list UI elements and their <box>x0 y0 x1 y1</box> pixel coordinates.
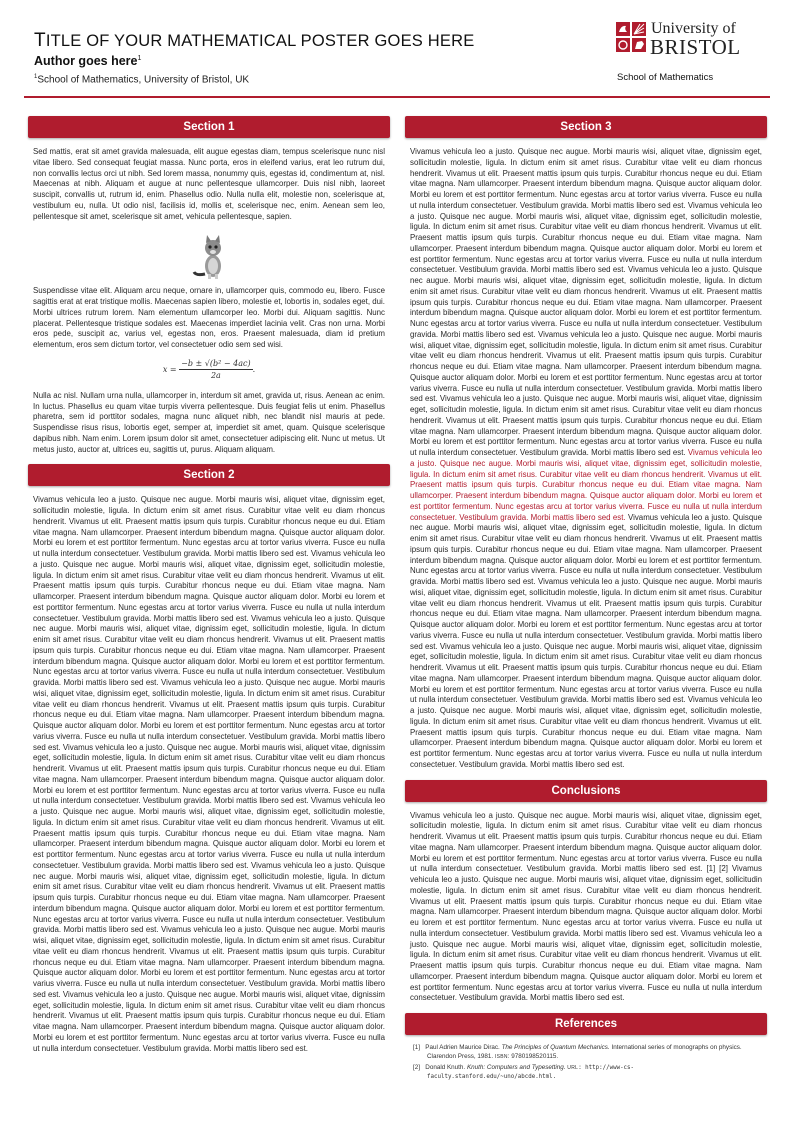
section-2-paragraph-1: Vivamus vehicula leo a justo. Quisque nec augue. Morbi mauris wisi, aliquet vitae, dignissim eget, sollicitudin molestie, ligula. In dictum enim sit amet risus. Curabitur vitae velit eu diam rhoncus hendrerit. Vivamus ut elit. Praesent mattis ipsum quis turpis. Curabitur rhoncus neque eu dui. Etiam vitae magna. Nam ullamcorper. Praesent interdum bibendum magna. Quisque auctor aliquam dolor. Morbi eu lorem et est porttitor fermentum. Nunc egestas arcu at tortor varius viverra. Fusce eu nulla ut nulla interdum consectetuer. Vestibulum gravida. Morbi mattis libero sed est. Vivamus vehicula leo a justo. Quisque nec augue. Morbi mauris wisi, aliquet vitae, dignissim eget, sollicitudin molestie, ligula. In dictum enim sit amet risus. Curabitur vitae velit eu diam rhoncus hendrerit. Vivamus ut elit. Praesent mattis ipsum quis turpis. Curabitur rhoncus neque eu dui. Etiam vitae magna. Nam ullamcorper. Praesent interdum bibendum magna. Quisque auctor aliquam dolor. Morbi eu lorem et est porttitor fermentum. Nunc egestas arcu at tortor varius viverra. Fusce eu nulla ut nulla interdum consectetuer. Vestibulum gravida. Morbi mattis libero sed est. Vivamus vehicula leo a justo. Quisque nec augue. Morbi mauris wisi, aliquet vitae, dignissim eget, sollicitudin molestie, ligula. In dictum enim sit amet risus. Curabitur vitae velit eu diam rhoncus hendrerit. Vivamus ut elit. Praesent mattis ipsum quis turpis. Curabitur rhoncus neque eu dui. Etiam vitae magna. Nam ullamcorper. Praesent interdum bibendum magna. Quisque auctor aliquam dolor. Morbi eu lorem et est porttitor fermentum. Nunc egestas arcu at tortor varius viverra. Fusce eu nulla ut nulla interdum consectetuer. Vestibulum gravida. Morbi mattis libero sed est. Vivamus vehicula leo a justo. Quisque nec augue. Morbi mauris wisi, aliquet vitae, dignissim eget, sollicitudin molestie, ligula. In dictum enim sit amet risus. Curabitur vitae velit eu diam rhoncus hendrerit. Vivamus ut elit. Praesent mattis ipsum quis turpis. Curabitur rhoncus neque eu dui. Etiam vitae magna. Nam ullamcorper. Praesent interdum bibendum magna. Quisque auctor aliquam dolor. Morbi eu lorem et est porttitor fermentum. Nunc egestas arcu at tortor varius viverra. Fusce eu nulla ut nulla interdum consectetuer. Vestibulum gravida. Morbi mattis libero sed est. Vivamus vehicula leo a justo. Quisque nec augue. Morbi mauris wisi, aliquet vitae, dignissim eget, sollicitudin molestie, ligula. In dictum enim sit amet risus. Curabitur vitae velit eu diam rhoncus hendrerit. Vivamus ut elit. Praesent mattis ipsum quis turpis. Curabitur rhoncus neque eu dui. Etiam vitae magna. Nam ullamcorper. Praesent interdum bibendum magna. Quisque auctor aliquam dolor. Morbi eu lorem et est porttitor fermentum. Nunc egestas arcu at tortor varius viverra. Fusce eu nulla ut nulla interdum consectetuer. Vestibulum gravida. Morbi mattis libero sed est. Vivamus vehicula leo a justo. Quisque nec augue. Morbi mauris wisi, aliquet vitae, dignissim eget, sollicitudin molestie, ligula. In dictum enim sit amet risus. Curabitur vitae velit eu diam rhoncus hendrerit. Vivamus ut elit. Praesent mattis ipsum quis turpis. Curabitur rhoncus neque eu dui. Etiam vitae magna. Nam ullamcorper. Praesent interdum bibendum magna. Quisque auctor aliquam dolor. Morbi eu lorem et est porttitor fermentum. Nunc egestas arcu at tortor varius viverra. Fusce eu nulla ut nulla interdum consectetuer. Vestibulum gravida. Morbi mattis libero sed est. Vivamus vehicula leo a justo. Quisque nec augue. Morbi mauris wisi, aliquet vitae, dignissim eget, sollicitudin molestie, ligula. In dictum enim sit amet risus. Curabitur vitae velit eu diam rhoncus hendrerit. Vivamus ut elit. Praesent mattis ipsum quis turpis. Curabitur rhoncus neque eu dui. Etiam vitae magna. Nam ullamcorper. Praesent interdum bibendum magna. Quisque auctor aliquam dolor. Morbi eu lorem et est porttitor fermentum. Nunc egestas arcu at tortor varius viverra. Fusce eu nulla ut nulla interdum consectetuer. Vestibulum gravida. Morbi mattis libero sed est. Vivamus vehicula leo a justo. Quisque nec augue. Morbi mauris wisi, aliquet vitae, dignissim eget, sollicitudin molestie, ligula. In dictum enim sit amet risus. Curabitur vitae velit eu diam rhoncus hendrerit. Vivamus ut elit. Praesent mattis ipsum quis turpis. Curabitur rhoncus neque eu dui. Etiam vitae magna. Nam ullamcorper. Praesent interdum bibendum magna. Quisque auctor aliquam dolor. Morbi eu lorem et est porttitor fermentum. Nunc egestas arcu at tortor varius viverra. Fusce eu nulla ut nulla interdum consectetuer. Vestibulum gravida. Morbi mattis libero sed est. Vivamus vehicula leo a justo. Quisque nec augue. Morbi mauris wisi, aliquet vitae, dignissim eget, sollicitudin molestie, ligula. In dictum enim sit amet risus. Curabitur vitae velit eu diam rhoncus hendrerit. Vivamus ut elit. Praesent mattis ipsum quis turpis. Curabitur rhoncus neque eu dui. Etiam vitae magna. Nam ullamcorper. Praesent interdum bibendum magna. Quisque auctor aliquam dolor. Morbi eu lorem et est porttitor fermentum. Nunc egestas arcu at tortor varius viverra. Fusce eu nulla ut nulla interdum consectetuer. Vestibulum gravida. Morbi mattis libero sed est. <box>33 495 385 1053</box>
author-line: Author goes here$^1$ <box>34 54 142 68</box>
section-1-header: Section 1 <box>28 116 390 138</box>
university-logo: University of BRISTOL School of Mathematics <box>617 20 741 83</box>
left-column <box>28 116 390 1054</box>
reference-item-2: [2] Donald Knuth. Knuth: Computers and Typesetting. URL: http://www-cs-faculty.stanford.edu/~uno/abcde.html. <box>413 1064 635 1080</box>
references-header: References <box>405 1013 767 1035</box>
reference-list <box>405 1044 767 1081</box>
bristol-crest-icon <box>616 22 646 52</box>
reference-item-1: [1] Paul Adrien Maurice Dirac. The Principles of Quantum Mechanics. International series of monographs on physics. Clarendon Press, 1981. ISBN: 9780198520115. <box>413 1044 742 1060</box>
section-3-header: Section 3 <box>405 116 767 138</box>
kitten-figure <box>28 228 390 282</box>
section-1-paragraph-3: Nulla ac nisl. Nullam urna nulla, ullamcorper in, interdum sit amet, gravida ut, risus. Aenean ac enim. In luctus. Phasellus eu quam vitae turpis viverra pellentesque. Duis feugiat felis ut enim. Phasellus pharetra, sem id porttitor sodales, magna nunc aliquet nibh, nec blandit nisl mauris at pede. Suspendisse risus risus, lobortis eget, semper at, imperdiet sit amet, quam. Quisque scelerisque dapibus nibh. Nam enim. Lorem ipsum dolor sit amet, consectetuer adipiscing elit. Nunc ut metus. Ut metus justo, auctor at, ultrices eu, sagittis ut, purus. Aliquam aliquam. <box>33 390 385 454</box>
section-3-paragraph-1: Vivamus vehicula leo a justo. Quisque nec augue. Morbi mauris wisi, aliquet vitae, dignissim eget, sollicitudin molestie, ligula. In dictum enim sit amet risus. Curabitur vitae velit eu diam rhoncus hendrerit. Vivamus ut elit. Praesent mattis ipsum quis turpis. Curabitur rhoncus neque eu dui. Etiam vitae magna. Nam ullamcorper. Praesent interdum bibendum magna. Quisque auctor aliquam dolor. Morbi eu lorem et est porttitor fermentum. Nunc egestas arcu at tortor varius viverra. Fusce eu nulla ut nulla interdum consectetuer. Vestibulum gravida. Morbi mattis libero sed est. Vivamus vehicula leo a justo. Quisque nec augue. Morbi mauris wisi, aliquet vitae, dignissim eget, sollicitudin molestie, ligula. In dictum enim sit amet risus. Curabitur vitae velit eu diam rhoncus hendrerit. Vivamus ut elit. Praesent mattis ipsum quis turpis. Curabitur rhoncus neque eu dui. Etiam vitae magna. Nam ullamcorper. Praesent interdum bibendum magna. Quisque auctor aliquam dolor. Morbi eu lorem et est porttitor fermentum. Nunc egestas arcu at tortor varius viverra. Fusce eu nulla ut nulla interdum consectetuer. Vestibulum gravida. Morbi mattis libero sed est. Vivamus vehicula leo a justo. Quisque nec augue. Morbi mauris wisi, aliquet vitae, dignissim eget, sollicitudin molestie, ligula. In dictum enim sit amet risus. Curabitur vitae velit eu diam rhoncus hendrerit. Vivamus ut elit. Praesent mattis ipsum quis turpis. Curabitur rhoncus neque eu dui. Etiam vitae magna. Nam ullamcorper. Praesent interdum bibendum magna. Quisque auctor aliquam dolor. Morbi eu lorem et est porttitor fermentum. Nunc egestas arcu at tortor varius viverra. Fusce eu nulla ut nulla interdum consectetuer. Vestibulum gravida. Morbi mattis libero sed est. Vivamus vehicula leo a justo. Quisque nec augue. Morbi mauris wisi, aliquet vitae, dignissim eget, sollicitudin molestie, ligula. In dictum enim sit amet risus. Curabitur vitae velit eu diam rhoncus hendrerit. Vivamus ut elit. Praesent mattis ipsum quis turpis. Curabitur rhoncus neque eu dui. Etiam vitae magna. Nam ullamcorper. Praesent interdum bibendum magna. Quisque auctor aliquam dolor. Morbi eu lorem et est porttitor fermentum. Nunc egestas arcu at tortor varius viverra. Fusce eu nulla ut nulla interdum consectetuer. Vestibulum gravida. Morbi mattis libero sed est. Vivamus vehicula leo a justo. Quisque nec augue. Morbi mauris wisi, aliquet vitae, dignissim eget, sollicitudin molestie, ligula. In dictum enim sit amet risus. Curabitur vitae velit eu diam rhoncus hendrerit. Vivamus ut elit. Praesent mattis ipsum quis turpis. Curabitur rhoncus neque eu dui. Etiam vitae magna. Nam ullamcorper. Praesent interdum bibendum magna. Quisque auctor aliquam dolor. Morbi eu lorem et est porttitor fermentum. Nunc egestas arcu at tortor varius viverra. Fusce eu nulla ut nulla interdum consectetuer. Vestibulum gravida. Morbi mattis libero sed est. Vivamus vehicula leo a justo. Quisque nec augue. Morbi mauris wisi, aliquet vitae, dignissim eget, sollicitudin molestie, ligula. In dictum enim sit amet risus. Curabitur vitae velit eu diam rhoncus hendrerit. Vivamus ut elit. Praesent mattis ipsum quis turpis. Curabitur rhoncus neque eu dui. Etiam vitae magna. Nam ullamcorper. Praesent interdum bibendum magna. Quisque auctor aliquam dolor. Morbi eu lorem et est porttitor fermentum. Nunc egestas arcu at tortor varius viverra. Fusce eu nulla ut nulla interdum consectetuer. Vestibulum gravida. Morbi mattis libero sed est. Vivamus vehicula leo a justo. Quisque nec augue. Morbi mauris wisi, aliquet vitae, dignissim eget, sollicitudin molestie, ligula. In dictum enim sit amet risus. Curabitur vitae velit eu diam rhoncus hendrerit. Vivamus ut elit. Praesent mattis ipsum quis turpis. Curabitur rhoncus neque eu dui. Etiam vitae magna. Nam ullamcorper. Praesent interdum bibendum magna. Quisque auctor aliquam dolor. Morbi eu lorem et est porttitor fermentum. Nunc egestas arcu at tortor varius viverra. Fusce eu nulla ut nulla interdum consectetuer. Vestibulum gravida. Morbi mattis libero sed est. Vivamus vehicula leo a justo. Quisque nec augue. Morbi mauris wisi, aliquet vitae, dignissim eget, sollicitudin molestie, ligula. In dictum enim sit amet risus. Curabitur vitae velit eu diam rhoncus hendrerit. Vivamus ut elit. Praesent mattis ipsum quis turpis. Curabitur rhoncus neque eu dui. Etiam vitae magna. Nam ullamcorper. Praesent interdum bibendum magna. Quisque auctor aliquam dolor. Morbi eu lorem et est porttitor fermentum. Nunc egestas arcu at tortor varius viverra. Fusce eu nulla ut nulla interdum consectetuer. Vestibulum gravida. Morbi mattis libero sed est. Vivamus vehicula leo a justo. Quisque nec augue. Morbi mauris wisi, aliquet vitae, dignissim eget, sollicitudin molestie, ligula. In dictum enim sit amet risus. Curabitur vitae velit eu diam rhoncus hendrerit. Vivamus ut elit. Praesent mattis ipsum quis turpis. Curabitur rhoncus neque eu dui. Etiam vitae magna. Nam ullamcorper. Praesent interdum bibendum magna. Quisque auctor aliquam dolor. Morbi eu lorem et est porttitor fermentum. Nunc egestas arcu at tortor varius viverra. Fusce eu nulla ut nulla interdum consectetuer. Vestibulum gravida. Morbi mattis libero sed est. Vivamus vehicula leo a justo. Quisque nec augue. Morbi mauris wisi, aliquet vitae, dignissim eget, sollicitudin molestie, ligula. In dictum enim sit amet risus. Curabitur vitae velit eu diam rhoncus hendrerit. Vivamus ut elit. Praesent mattis ipsum quis turpis. Curabitur rhoncus neque eu dui. Etiam vitae magna. Nam ullamcorper. Praesent interdum bibendum magna. Quisque auctor aliquam dolor. Morbi eu lorem et est porttitor fermentum. Nunc egestas arcu at tortor varius viverra. Fusce eu nulla ut nulla interdum consectetuer. Vestibulum gravida. Morbi mattis libero sed est. <box>410 147 763 769</box>
quadratic-equation: x = $\frac{\text{−b ± √(b² − 4ac)}}{2a}$ . <box>162 358 256 380</box>
section-1-paragraph-2: Suspendisse vitae elit. Aliquam arcu neque, ornare in, ullamcorper quis, commodo eu, libero. Fusce sagittis erat at erat tristique mollis. Maecenas sapien libero, molestie et, lobortis in, sodales eget, dui. Morbi ultrices rutrum lorem. Nam elementum ullamcorper leo. Morbi dui. Aliquam sagittis. Nunc placerat. Pellentesque tristique sodales est. Maecenas imperdiet lacinia velit. Cras non urna. Morbi eros pede, suscipit ac, varius vel, egestas non, eros. Praesent malesuada, diam id pretium elementum, eros sem dictum tortor, vel consectetuer odio sem sed wisi. <box>33 286 385 349</box>
section-1-paragraph-1: Sed mattis, erat sit amet gravida malesuada, elit augue egestas diam, tempus scelerisque nunc nisl vitae libero. Sed consequat feugiat massa. Nunc porta, eros in eleifend varius, erat leo rutrum dui, non convallis lectus orci ut nibh. Sed lorem massa, nonummy quis, egestas id, condimentum at, nisl. Maecenas at nibh. Aliquam et augue at nunc pellentesque ullamcorper. Duis nisl nibh, laoreet suscipit, convallis ut, rutrum id, enim. Phasellus odio. Nulla nulla elit, molestie non, scelerisque at, vestibulum eu, nulla. Ut odio nisl, facilisis id, mollis et, scelerisque nec, enim. Aenean sem leo, pellentesque sit amet, scelerisque sit amet, vehicula pellentesque, sapien. <box>33 147 385 221</box>
affiliation-line: $^1$School of Mathematics, University of Bristol, UK <box>34 74 250 86</box>
highlighted-text: Vivamus vehicula leo a justo. Quisque nec augue. Morbi mauris wisi, aliquet vitae, dignissim eget, sollicitudin molestie, ligula. In dictum enim sit amet risus. Curabitur vitae velit eu diam rhoncus hendrerit. Vivamus ut elit. Praesent mattis ipsum quis turpis. Curabitur rhoncus neque eu dui. Etiam vitae magna. Nam ullamcorper. Praesent interdum bibendum magna. Quisque auctor aliquam dolor. Morbi eu lorem et est porttitor fermentum. Nunc egestas arcu at tortor varius viverra. Fusce eu nulla ut nulla interdum consectetuer. Vestibulum gravida. Morbi mattis libero sed est. <box>410 448 763 522</box>
header-divider <box>24 96 770 98</box>
right-column <box>405 116 767 1084</box>
conclusions-header: Conclusions <box>405 780 767 802</box>
conclusions-paragraph: Vivamus vehicula leo a justo. Quisque nec augue. Morbi mauris wisi, aliquet vitae, dignissim eget, sollicitudin molestie, ligula. In dictum enim sit amet risus. Curabitur vitae velit eu diam rhoncus hendrerit. Vivamus ut elit. Praesent mattis ipsum quis turpis. Curabitur rhoncus neque eu dui. Etiam vitae magna. Nam ullamcorper. Praesent interdum bibendum magna. Quisque auctor aliquam dolor. Morbi eu lorem et est porttitor fermentum. Nunc egestas arcu at tortor varius viverra. Fusce eu nulla ut nulla interdum consectetuer. Vestibulum gravida. Morbi mattis libero sed est. [1] [2] Vivamus vehicula leo a justo. Quisque nec augue. Morbi mauris wisi, aliquet vitae, dignissim eget, sollicitudin molestie, ligula. In dictum enim sit amet risus. Curabitur vitae velit eu diam rhoncus hendrerit. Vivamus ut elit. Praesent mattis ipsum quis turpis. Curabitur rhoncus neque eu dui. Etiam vitae magna. Nam ullamcorper. Praesent interdum bibendum magna. Quisque auctor aliquam dolor. Morbi eu lorem et est porttitor fermentum. Nunc egestas arcu at tortor varius viverra. Fusce eu nulla ut nulla interdum consectetuer. Vestibulum gravida. Morbi mattis libero sed est. Vivamus vehicula leo a justo. Quisque nec augue. Morbi mauris wisi, aliquet vitae, dignissim eget, sollicitudin molestie, ligula. In dictum enim sit amet risus. Curabitur vitae velit eu diam rhoncus hendrerit. Vivamus ut elit. Praesent mattis ipsum quis turpis. Curabitur rhoncus neque eu dui. Etiam vitae magna. Nam ullamcorper. Praesent interdum bibendum magna. Quisque auctor aliquam dolor. Morbi eu lorem et est porttitor fermentum. Nunc egestas arcu at tortor varius viverra. Fusce eu nulla ut nulla interdum consectetuer. Vestibulum gravida. Morbi mattis libero sed est. <box>410 810 762 1003</box>
kitten-image-icon <box>191 230 231 280</box>
poster-header <box>0 0 794 100</box>
section-2-header: Section 2 <box>28 464 390 486</box>
reference-url-link[interactable]: : http://www-cs-faculty.stanford.edu/~uno/abcde.html. <box>427 1065 635 1080</box>
poster-title: TITLE OF YOUR MATHEMATICAL POSTER GOES HERE <box>34 30 475 51</box>
